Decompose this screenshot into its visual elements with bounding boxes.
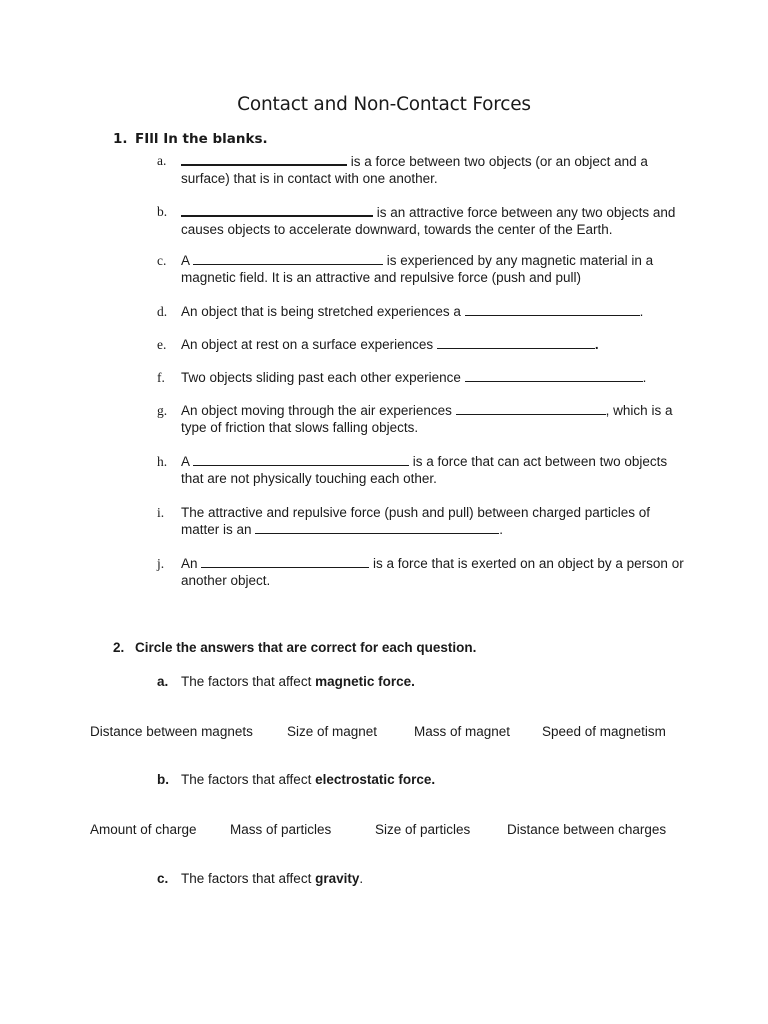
question-a (157, 674, 415, 689)
question-b (157, 772, 435, 787)
item-letter: c. (157, 253, 167, 268)
item-letter: i. (157, 505, 165, 520)
question-c (157, 871, 363, 886)
section-2-number: 2. (113, 640, 125, 655)
question-letter: b. (157, 772, 169, 787)
item-text-post: is a force that is exerted on an object by a person or another object. (181, 556, 684, 588)
blank-item-j (157, 555, 687, 589)
question-text-end: . (359, 871, 364, 886)
answer-blank[interactable] (456, 402, 606, 415)
section-2-title: Circle the answers that are correct for each question. (135, 640, 477, 655)
blank-item-f (157, 369, 687, 386)
item-text-pre: An object that is being stretched experiences a (181, 304, 465, 319)
item-text-post: . (499, 522, 504, 537)
item-text-post: is experienced by any magnetic material in a magnetic field. It is an attractive and repulsive force (push and pull) (181, 253, 654, 285)
item-text-pre: An object at rest on a surface experiences (181, 337, 437, 352)
answer-blank[interactable] (437, 336, 595, 349)
item-letter: f. (157, 370, 165, 385)
question-letter: c. (157, 871, 169, 886)
question-letter: a. (157, 674, 169, 689)
item-text-post: is a force between two objects (or an object and a surface) that is in contact with one another. (181, 154, 648, 186)
blank-item-a (157, 152, 687, 187)
choice-option[interactable]: Size of magnet (287, 724, 378, 739)
section-1-title: FIll In the blanks. (135, 131, 268, 147)
section-1-heading (113, 131, 268, 147)
choice-option[interactable]: Mass of particles (230, 822, 332, 837)
question-keyword: gravity (315, 871, 360, 886)
answer-blank[interactable] (181, 152, 347, 166)
item-text-post: is an attractive force between any two objects and causes objects to accelerate downward, towards the center of the Earth. (181, 205, 676, 237)
item-letter: b. (157, 204, 168, 219)
item-text-pre: An (181, 556, 202, 571)
page-title: Contact and Non-Contact Forces (237, 94, 531, 115)
question-text: The factors that affect (181, 871, 316, 886)
blank-item-h (157, 453, 687, 487)
answer-blank[interactable] (465, 369, 643, 382)
item-text-post: . (642, 370, 647, 385)
item-text-post: . (639, 304, 644, 319)
section-2-heading (113, 640, 476, 655)
choice-option[interactable]: Mass of magnet (414, 724, 511, 739)
item-text-pre: Two objects sliding past each other experience (181, 370, 465, 385)
answer-blank[interactable] (201, 555, 369, 568)
blank-item-i (157, 504, 687, 538)
choice-option[interactable]: Speed of magnetism (542, 724, 666, 739)
item-letter: g. (157, 403, 168, 418)
blank-item-e (157, 336, 687, 353)
item-letter: j. (157, 556, 165, 571)
blank-item-c (157, 252, 687, 286)
item-letter: d. (157, 304, 168, 319)
item-text-pre: The attractive and repulsive force (push and pull) between charged particles of matter is an (181, 505, 651, 537)
blank-item-b (157, 203, 687, 238)
answer-blank[interactable] (193, 453, 409, 466)
blank-item-d (157, 303, 687, 320)
item-letter: h. (157, 454, 168, 469)
item-text-post: is a force that can act between two objects that are not physically touching each other. (181, 454, 668, 486)
item-text-pre: A (181, 253, 194, 268)
question-text: The factors that affect (181, 674, 316, 689)
item-text-post: , which is a type of friction that slows falling objects. (181, 403, 673, 435)
item-text-pre: An object moving through the air experiences (181, 403, 456, 418)
section-1-number: 1. (113, 131, 128, 147)
choice-option[interactable]: Distance between magnets (90, 724, 253, 739)
question-keyword: electrostatic force. (315, 772, 436, 787)
answer-blank[interactable] (181, 203, 373, 217)
answer-blank[interactable] (193, 252, 383, 265)
answer-blank[interactable] (255, 521, 499, 534)
item-letter: e. (157, 337, 167, 352)
answer-blank[interactable] (465, 303, 640, 316)
question-keyword: magnetic force. (315, 674, 415, 689)
choice-option[interactable]: Size of particles (375, 822, 471, 837)
item-letter: a. (157, 153, 167, 168)
choice-option[interactable]: Distance between charges (507, 822, 667, 837)
choice-option[interactable]: Amount of charge (90, 822, 197, 837)
question-text: The factors that affect (181, 772, 316, 787)
item-text-post: . (594, 337, 599, 352)
blank-item-g (157, 402, 687, 436)
item-text-pre: A (181, 454, 194, 469)
